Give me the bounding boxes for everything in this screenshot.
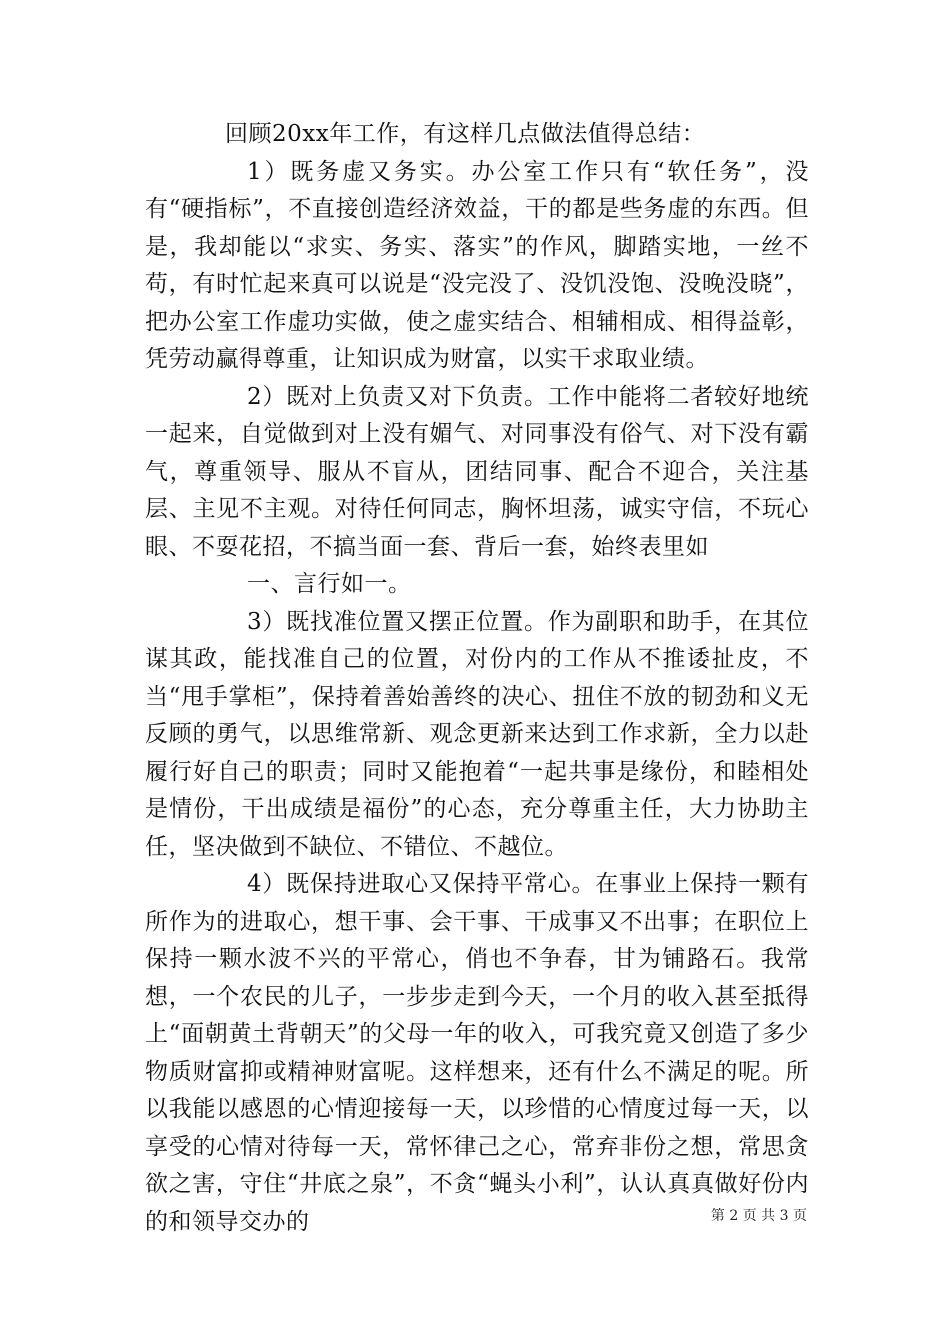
paragraph-1: 1）既务虚又务实。办公室工作只有“软任务”，没有“硬指标”，不直接创造经济效益，干的都是些务虚的东西。但是，我却能以“求实、务实、落实”的作风，脚踏实地，一丝不苟，有时忙起来真可以说是“没完没了、没饥没饱、没晚没晓”，把办公室工作虚功实做，使之虚实结合、相辅相成、相得益彰，凭劳动赢得尊重，让知识成为财富，以实干求取业绩。 <box>145 158 809 372</box>
paragraph-3: 3）既找准位置又摆正位置。作为副职和助手，在其位谋其政，能找准自己的位置，对份内的工作从不推诿扯皮，不当“甩手掌柜”，保持着善始善终的决心、扭住不放的韧劲和义无反顾的勇气，以思维常新、观念更新来达到工作求新，全力以赴履行好自己的职责；同时又能抱着“一起共事是缘份，和睦相处是情份，干出成绩是福份”的心态，充分尊重主任，大力协助主任，坚决做到不缺位、不错位、不越位。 <box>145 608 809 860</box>
page-number-footer: 第 2 页 共 3 页 <box>710 1208 807 1224</box>
paragraph-2: 2）既对上负责又对下负责。工作中能将二者较好地统一起来，自觉做到对上没有媚气、对同事没有俗气、对下没有霸气，尊重领导、服从不盲从，团结同事、配合不迎合，关注基层、主见不主观。对待任何同志，胸怀坦荡，诚实守信，不玩心眼、不耍花招，不搞当面一套、背后一套，始终表里如 <box>145 383 809 560</box>
document-body <box>145 116 809 1241</box>
paragraph-2-continued: 一、言行如一。 <box>247 571 412 597</box>
intro-paragraph: 回顾20xx年工作，有这样几点做法值得总结： <box>225 121 706 147</box>
paragraph-4: 4）既保持进取心又保持平常心。在事业上保持一颗有所作为的进取心，想干事、会干事、干成事又不出事；在职位上保持一颗水波不兴的平常心，俏也不争春，甘为铺路石。我常想，一个农民的儿子，一步步走到今天，一个月的收入甚至抵得上“面朝黄土背朝天”的父母一年的收入，可我究竟又创造了多少物质财富抑或精神财富呢。这样想来，还有什么不满足的呢。所以我能以感恩的心情迎接每一天，以珍惜的心情度过每一天，以享受的心情对待每一天，常怀律己之心，常弃非份之想，常思贪欲之害，守住“井底之泉”，不贪“蝇头小利”，认认真真做好份内的和领导交办的 <box>145 871 809 1235</box>
